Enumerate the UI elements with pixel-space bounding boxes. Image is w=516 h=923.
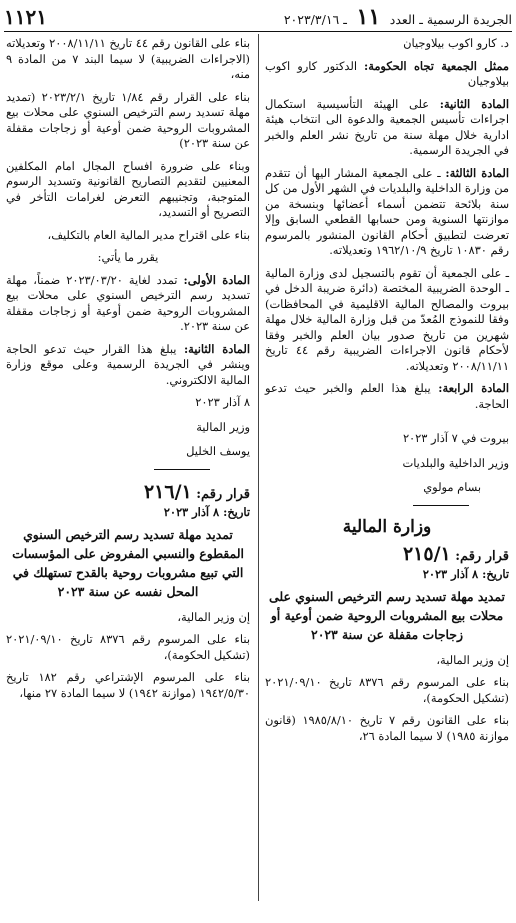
left-decision-date: تاريخ: ٨ آذار ٢٠٢٣ [163, 505, 250, 520]
separator-rule [413, 505, 469, 506]
tax-registration-paragraph: ـ على الجمعية أن تقوم بالتسجيل لدى وزارة المالية ـ الوحدة الضريبية المختصة (دائرة ضريبة الدخل في بيروت والمصالح المالية الاقليمية في المحافظات) وفقا للنموذج المُعدّ من قبل وزارة المالية خلال مهلة شهرين من تاريخ صدور بيان العلم والخبر وفقا لأحكام قانون الاجراءات الضريبية رقم ٤٤ تاريخ ٢٠٠٨/١١/١١ وتعديلاته. [265, 265, 509, 373]
decision-number [265, 542, 509, 568]
left-preamble-decree: بناء على المرسوم رقم ٨٣٧٦ تاريخ ٢٠٢١/٠٩/١٠ (تشكيل الحكومة)، [6, 632, 250, 662]
decision-number-suffix: /١ [433, 542, 451, 565]
preamble-law: بناء على القانون رقم ٧ تاريخ ١٩٨٥/٨/١٠ (قانون موازنة ١٩٨٥) لا سيما المادة ٢٦، [265, 713, 509, 743]
article-2-text: على الهيئة التأسيسية استكمال اجراءات تأسيس الجمعية والدعوة الى انتخاب هيئة ادارية خلال مهلة سنة من تاريخ نشر العلم والخبر في الجريدة الرسمية. [265, 96, 509, 157]
issue-date: ـ ٢٠٢٣/٣/١٦ [283, 12, 347, 28]
signature-place-date: بيروت في ٧ آذار ٢٠٢٣ [402, 431, 509, 445]
left-decision-title: تمديد مهلة تسديد رسم الترخيص السنوي المقطوع والنسبي المفروض على المؤسسات التي تبيع مشروبات روحية بالقدح تستهلك في المحل نفسه عن سنة ٢٠٢٣ [12, 526, 244, 600]
representative-paragraph [265, 59, 509, 90]
member-name: د. كارو اكوب بيلاوجيان [403, 36, 509, 50]
left-signature-name: يوسف الخليل [186, 444, 250, 458]
header-right [284, 3, 512, 33]
left-signature-date: ٨ آذار ٢٠٢٣ [195, 395, 250, 409]
preamble-minister: إن وزير المالية، [436, 652, 509, 667]
left-decision-number-value: ٢١٦ [143, 480, 175, 503]
header-rule [4, 31, 512, 32]
article-3-label: المادة الثالثة: [445, 165, 509, 180]
issue-number: ١١ [356, 4, 381, 31]
right-column [265, 36, 509, 751]
article-4-label: المادة الرابعة: [438, 381, 509, 395]
journal-name: الجريدة الرسمية ـ العدد [389, 12, 512, 28]
decision-number-label: قرار رقم: [450, 548, 509, 564]
left-decision-number-suffix: /١ [174, 480, 192, 503]
decides-heading: يقرر ما يأتي: [97, 250, 159, 264]
article-2-left-label: المادة الثانية: [183, 341, 250, 356]
law-reference-paragraph: بناء على القانون رقم ٤٤ تاريخ ٢٠٠٨/١١/١١ وتعديلاته (الاجراءات الضريبية) لا سيما البند ٧ من المادة ٩ منه، [6, 36, 251, 81]
column-divider [258, 34, 259, 901]
left-separator-rule [154, 469, 210, 470]
article-2-paragraph [265, 97, 509, 159]
article-3-paragraph [265, 166, 509, 259]
left-column [6, 36, 250, 708]
left-preamble-legislative-decree: بناء على المرسوم الإشتراعي رقم ١٨٢ تاريخ ١٩٤٢/٥/٣٠ (موازنة ١٩٤٢) لا سيما المادة ٢٧ منها، [6, 670, 250, 700]
proposal-paragraph: بناء على اقتراح مدير المالية العام بالتكليف، [47, 227, 250, 242]
decision-number-value: ٢١٥ [402, 542, 434, 565]
left-preamble-minister: إن وزير المالية، [177, 609, 250, 624]
page-number: ١١٢١ [4, 5, 47, 30]
page-header [4, 6, 512, 30]
section-title: وزارة المالية [342, 516, 432, 537]
decision-reference-paragraph: بناء على القرار رقم ١/٨٤ تاريخ ٢٠٢٣/٢/١ (تمديد مهلة تسديد رسم الترخيص السنوي على محلات بيع المشروبات الروحية ضمن أوعية أو زجاجات مقفلة عن سنة ٢٠٢٣) [6, 89, 250, 150]
article-1-label: المادة الأولى: [183, 272, 250, 287]
article-2-left-paragraph [6, 342, 250, 389]
article-4-paragraph [265, 381, 509, 412]
article-1-text: تمدد لغاية ٢٠٢٣/٠٣/٢٠ ضمناً، مهلة تسديد رسم الترخيص السنوي على محلات بيع المشروبات الروحية ضمن أوعية أو زجاجات مقفلة عن سنة ٢٠٢٣. [6, 272, 250, 333]
decision-date: تاريخ: ٨ آذار ٢٠٢٣ [422, 567, 509, 582]
signature-name: بسام مولوي [423, 480, 481, 494]
left-signature-title: وزير المالية [196, 419, 250, 434]
left-decision-number-label: قرار رقم: [191, 486, 250, 502]
article-2-label: المادة الثانية: [439, 96, 509, 111]
article-4-text: يبلغ هذا العلم والخبر حيث تدعو الحاجة. [265, 381, 509, 411]
signature-title: وزير الداخلية والبلديات [402, 455, 509, 470]
justification-paragraph: وبناء على ضرورة افساح المجال امام المكلفين المعنيين لتقديم التصاريح القانونية وتسديد الرسوم المتوجبة، وتجنيبهم التعرض لغرامات التأخر في التصريح أو التسديد، [6, 158, 250, 219]
article-1-paragraph [6, 273, 250, 335]
representative-label: ممثل الجمعية تجاه الحكومة: [364, 58, 510, 73]
left-decision-number [6, 480, 250, 506]
article-2-left-text: يبلغ هذا القرار حيث تدعو الحاجة وينشر في الجريدة الرسمية وعلى موقع وزارة المالية الالكتروني. [6, 341, 250, 387]
preamble-decree: بناء على المرسوم رقم ٨٣٧٦ تاريخ ٢٠٢١/٠٩/١٠ (تشكيل الحكومة)، [265, 675, 509, 705]
representative-text: الدكتور كارو اكوب بيلاوجيان [265, 58, 509, 88]
decision-title: تمديد مهلة تسديد رسم الترخيص السنوي على محلات بيع المشروبات الروحية ضمن أوعية أو زجاجات مقفلة عن سنة ٢٠٢٣ [269, 588, 505, 643]
article-3-text: ـ على الجمعية المشار اليها أن تتقدم من وزارة الداخلية والبلديات في الشهر الأول من كل سنة بلائحة تتضمن أسماء أعضائها وبنسخة من موازنتها السنوية ومن حسابها القطعي السابق وإلا تعرضت لتطبيق أحكام القانون المنشور بالمرسوم رقم ١٠٨٣٠ تاريخ ١٩٦٢/١٠/٩ وتعديلاته. [265, 165, 509, 257]
